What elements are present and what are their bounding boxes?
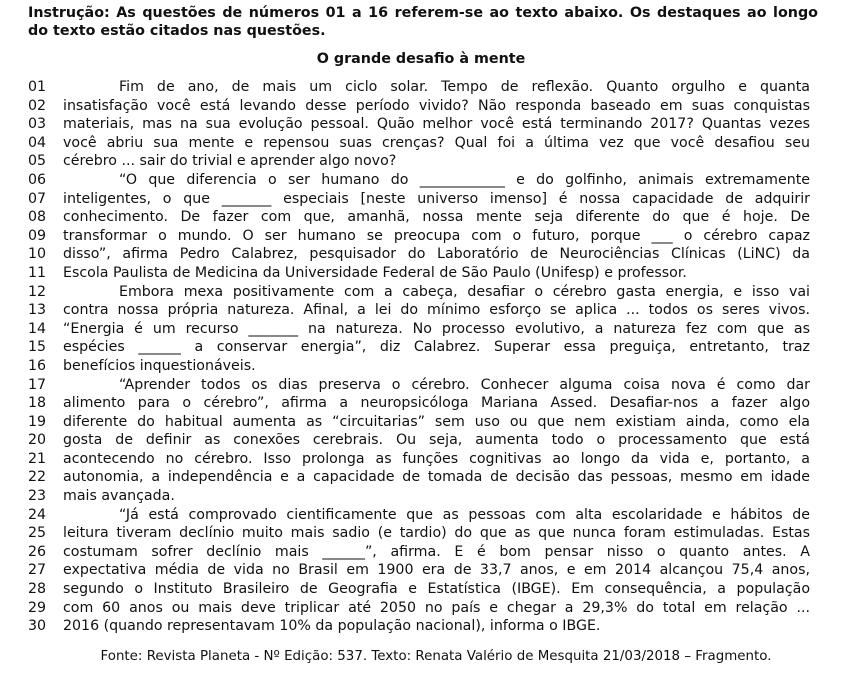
text-line — [28, 78, 818, 97]
text-line — [28, 190, 818, 209]
text-line — [28, 97, 818, 116]
line-number: 12 — [28, 283, 47, 300]
line-number: 14 — [28, 320, 47, 337]
text-line — [28, 431, 818, 450]
line-number: 04 — [28, 134, 47, 151]
line-text: gosta de definir as conexões cerebrais. Ou seja, aumenta todo o processamento que está — [63, 432, 810, 449]
line-text: Escola Paulista de Medicina da Universidade Federal de São Paulo (Unifesp) e professor. — [63, 264, 687, 281]
line-number: 03 — [28, 116, 47, 133]
line-number: 20 — [28, 432, 47, 449]
line-number: 09 — [28, 227, 47, 244]
line-number: 01 — [28, 79, 47, 95]
text-line — [28, 264, 818, 283]
source-citation: Fonte: Revista Planeta - Nº Edição: 537. Texto: Renata Valério de Mesquita 21/03/2018 – Fragmento. — [100, 649, 772, 664]
line-text: contra nossa própria natureza. Afinal, a lei do mínimo esforço se aplica ... todos os seres vivos. — [63, 302, 810, 319]
text-line — [28, 450, 818, 469]
text-line — [28, 245, 818, 264]
line-text: mais avançada. — [63, 488, 175, 505]
line-number: 28 — [28, 581, 47, 598]
line-text: segundo o Instituto Brasileiro de Geografia e Estatística (IBGE). Em consequência, a população — [63, 581, 810, 598]
text-line — [28, 394, 818, 413]
line-number: 26 — [28, 543, 47, 560]
instruction-text: Instrução: As questões de números 01 a 16 referem-se ao texto abaixo. Os destaques ao longo do texto estão citados nas questões. — [28, 5, 818, 39]
line-number: 02 — [28, 97, 47, 114]
text-line — [28, 524, 818, 543]
line-text: conhecimento. De fazer com que, amanhã, nossa mente seja diferente do que é hoje. De — [63, 209, 810, 226]
line-number: 05 — [28, 153, 47, 170]
line-number: 15 — [28, 339, 47, 356]
line-number: 21 — [28, 450, 47, 467]
line-number: 18 — [28, 395, 47, 412]
text-line — [28, 152, 818, 171]
line-number: 22 — [28, 469, 47, 486]
line-text: acontecendo no cérebro. Isso prolonga as funções cognitivas ao longo da vida e, portanto, a — [63, 450, 810, 467]
line-text: transformar o mundo. O ser humano se preocupa com o futuro, porque ___ o cérebro capaz — [63, 227, 810, 244]
line-text: autonomia, a independência e a capacidade de tomada de decisão das pessoas, mesmo em idade — [63, 469, 810, 486]
text-line — [28, 134, 818, 153]
text-line — [28, 413, 818, 432]
text-line — [28, 338, 818, 357]
text-line — [28, 115, 818, 134]
line-text: materiais, mas na sua evolução pessoal. Quão melhor você está terminando 2017? Quantas vezes — [63, 116, 810, 133]
line-text: insatisfação você está levando desse período vivido? Não responda baseado em suas conquistas — [63, 97, 810, 114]
line-text: alimento para o cérebro”, afirma a neuropsicóloga Mariana Assed. Desafiar-nos a fazer algo — [63, 395, 810, 412]
text-line — [28, 561, 818, 580]
line-number: 27 — [28, 562, 47, 579]
text-line — [28, 376, 818, 395]
line-text: espécies ______ a conservar energia”, diz Calabrez. Superar essa preguiça, entretanto, traz — [63, 339, 810, 356]
line-number: 07 — [28, 190, 47, 207]
text-line — [28, 208, 818, 227]
text-line — [28, 599, 818, 618]
text-line — [28, 543, 818, 562]
line-text: disso”, afirma Pedro Calabrez, pesquisador do Laboratório de Neurociências Clínicas (LiNC) da — [63, 246, 810, 263]
numbered-text-body — [28, 78, 818, 636]
text-line — [28, 487, 818, 506]
line-number: 16 — [28, 357, 47, 374]
line-text: benefícios inquestionáveis. — [63, 357, 256, 374]
text-line — [28, 171, 818, 190]
line-number: 23 — [28, 488, 47, 505]
line-number: 08 — [28, 209, 47, 226]
line-text: diferente do habitual aumenta as “circuitarias” sem uso ou que nem existiam ainda, como ela — [63, 413, 810, 430]
line-text: costumam sofrer declínio mais ______”, afirma. E é bom pensar nisso o quanto antes. A — [63, 543, 810, 560]
text-line — [28, 506, 818, 525]
line-text: Embora mexa positivamente com a cabeça, desafiar o cérebro gasta energia, e isso vai — [119, 283, 810, 300]
line-text: 2016 (quando representavam 10% da população nacional), informa o IBGE. — [63, 618, 601, 635]
line-text: com 60 anos ou mais deve triplicar até 2050 no país e chegar a 29,3% do total em relação ... — [63, 599, 810, 616]
line-number: 25 — [28, 525, 47, 542]
line-number: 13 — [28, 302, 47, 319]
line-text: inteligentes, o que _______ especiais [neste universo imenso] é nossa capacidade de adquirir — [63, 190, 810, 207]
line-number: 11 — [28, 264, 47, 281]
text-line — [28, 283, 818, 302]
line-number: 17 — [28, 376, 47, 393]
line-text: cérebro ... sair do trivial e aprender algo novo? — [63, 153, 397, 170]
line-text: “O que diferencia o ser humano do ____________ e do golfinho, animais extremamente — [119, 171, 810, 188]
text-line — [28, 617, 818, 636]
text-line — [28, 320, 818, 339]
line-text: expectativa média de vida no Brasil em 1900 era de 33,7 anos, e em 2014 alcançou 75,4 anos, — [63, 562, 810, 579]
line-text: Fim de ano, de mais um ciclo solar. Tempo de reflexão. Quanto orgulho e quanta — [119, 79, 810, 95]
line-text: “Energia é um recurso _______ na natureza. No processo evolutivo, a natureza fez com que as — [63, 320, 810, 337]
line-text: você abriu sua mente e repensou suas crenças? Qual foi a última vez que você desafiou seu — [63, 134, 810, 151]
text-line — [28, 301, 818, 320]
line-number: 19 — [28, 413, 47, 430]
line-number: 06 — [28, 171, 47, 188]
text-title: O grande desafio à mente — [316, 51, 526, 67]
text-line — [28, 357, 818, 376]
line-text: leitura tiveram declínio muito mais sadio (e tardio) do que as que nunca foram estimuladas. Estas — [63, 525, 810, 542]
line-number: 30 — [28, 618, 47, 635]
line-number: 10 — [28, 246, 47, 263]
text-line — [28, 580, 818, 599]
line-text: “Já está comprovado cientificamente que as pessoas com alta escolaridade e hábitos de — [119, 506, 810, 523]
text-line — [28, 468, 818, 487]
text-line — [28, 227, 818, 246]
line-number: 24 — [28, 506, 47, 523]
line-number: 29 — [28, 599, 47, 616]
line-text: “Aprender todos os dias preserva o cérebro. Conhecer alguma coisa nova é como dar — [119, 376, 810, 393]
